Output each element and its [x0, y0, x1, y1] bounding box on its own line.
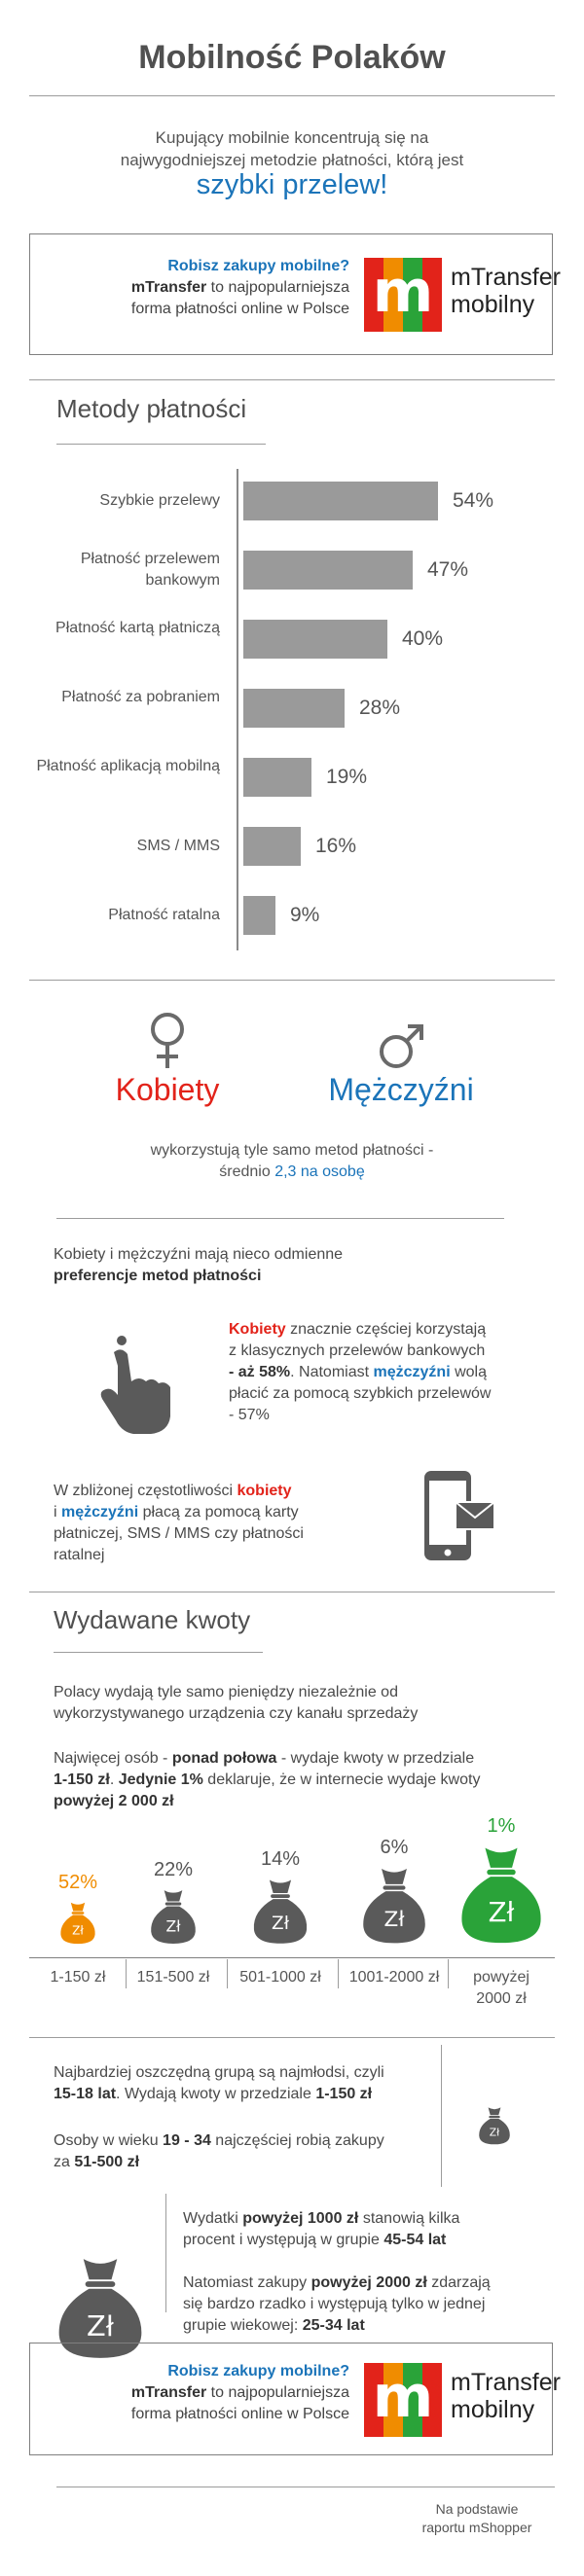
- bag-separator: [338, 1959, 339, 1988]
- text-line: ratalnej: [54, 1547, 105, 1563]
- bar-label: Płatność ratalna: [108, 907, 220, 923]
- bag-category-line: 1001-2000 zł: [348, 1969, 440, 1986]
- bar-label: Płatność kartą płatniczą: [55, 620, 220, 636]
- intro-line: najwygodniejszej metodzie płatności, którą jest: [120, 151, 464, 169]
- men-highlight: mężczyźni: [61, 1504, 139, 1521]
- section-title-amounts: Wydawane kwoty: [54, 1605, 251, 1634]
- promo-box[interactable]: [29, 233, 561, 355]
- text-span: procent i występują w grupie: [183, 2232, 384, 2248]
- bold-span: powyżej 1000 zł: [242, 2210, 359, 2227]
- bar-label: Płatność za pobraniem: [61, 689, 220, 705]
- svg-text:Zł: Zł: [488, 1896, 515, 1929]
- promo-box-bottom[interactable]: [29, 2343, 561, 2455]
- bag-percent-label: 1%: [487, 1815, 516, 1837]
- bold-span: 45-54 lat: [383, 2232, 447, 2248]
- divider: [29, 95, 555, 96]
- text-span: Wydatki: [183, 2210, 243, 2227]
- bar-value-label: 54%: [453, 489, 494, 512]
- bar-label: SMS / MMS: [136, 838, 220, 854]
- bag-category-label: [448, 1967, 555, 2010]
- bar-label: Płatność przelewem bankowym: [80, 551, 220, 589]
- divider: [29, 2037, 555, 2038]
- women-label: Kobiety: [115, 1072, 220, 1107]
- text-span: deklaruje, że w internecie wydaje kwoty: [202, 1771, 481, 1788]
- hand-tap-icon: [92, 1331, 180, 1438]
- promo-line: [30, 279, 349, 297]
- bag-category-line: 151-500 zł: [136, 1969, 210, 1986]
- age-text-2: [54, 2130, 384, 2173]
- bags-baseline: [29, 1957, 555, 1958]
- brand-name: mTransfer: [451, 2369, 561, 2396]
- svg-text:Zł: Zł: [72, 1923, 84, 1938]
- text-line: wykorzystywanego urządzenia czy kanału sprzedaży: [54, 1705, 419, 1722]
- gender-line: wykorzystują tyle samo metod płatności -: [150, 1142, 434, 1159]
- vertical-divider: [165, 2194, 166, 2312]
- age-text-3: [183, 2208, 459, 2251]
- bar-value-label: 40%: [402, 627, 444, 650]
- bar-label: Szybkie przelewy: [99, 492, 220, 509]
- logo-letter: m: [372, 2363, 434, 2431]
- gender-text: [97, 1140, 487, 1183]
- bold-span: 51-500 zł: [74, 2154, 140, 2170]
- text-span: W zbliżonej częstotliwości: [54, 1483, 237, 1499]
- gender-line-pre: średnio: [219, 1163, 275, 1180]
- bag-category-line: 1-150 zł: [50, 1969, 106, 1986]
- bar: [243, 758, 311, 797]
- men-stat: - 57%: [229, 1407, 270, 1423]
- chart-axis: [237, 469, 238, 950]
- money-bag-icon: [148, 1888, 199, 1945]
- mtransfer-logo-icon: [364, 2363, 442, 2437]
- money-bag-icon: [58, 1901, 97, 1945]
- bar: [243, 551, 413, 590]
- text-span: stanowią kilka: [358, 2210, 460, 2227]
- bold-line: powyżej 2 000 zł: [54, 1793, 174, 1809]
- svg-text:Zł: Zł: [489, 2126, 500, 2139]
- bag-percent-label: 52%: [57, 1872, 98, 1893]
- bold-span: ponad połowa: [171, 1750, 277, 1767]
- text-line: płatniczej, SMS / MMS czy płatności: [54, 1525, 304, 1542]
- phone-envelope-icon: [420, 1467, 498, 1564]
- bold-span: 19 - 34: [163, 2132, 211, 2149]
- bold-span: powyżej 2000 zł: [310, 2274, 427, 2291]
- bag-category-line: 501-1000 zł: [239, 1969, 321, 1986]
- amounts-text-2: [54, 1748, 480, 1812]
- intro-line: Kupujący mobilnie koncentrują się na: [155, 128, 429, 147]
- bag-category-label: [227, 1967, 334, 1988]
- female-symbol-icon: [148, 1012, 187, 1072]
- male-symbol-icon: [378, 1021, 426, 1070]
- bar-value-label: 9%: [290, 904, 320, 926]
- mtransfer-logo-icon: [364, 258, 442, 332]
- divider: [29, 379, 555, 380]
- svg-text:Zł: Zł: [87, 2308, 114, 2343]
- text-line: z klasycznych przelewów bankowych: [229, 1342, 486, 1359]
- bar-value-label: 19%: [326, 766, 368, 788]
- bag-percent-label: 14%: [260, 1848, 301, 1870]
- footer-source: [409, 2500, 545, 2537]
- divider: [29, 980, 555, 981]
- brand-name: mTransfer: [451, 264, 561, 291]
- bar: [243, 896, 275, 935]
- text-span: płacą za pomocą karty: [138, 1504, 299, 1521]
- preferences-text-2: [54, 1481, 304, 1566]
- brand-subname: mobilny: [451, 2396, 535, 2423]
- intro-text: [88, 126, 496, 171]
- bold-span: 1-150 zł: [54, 1771, 110, 1788]
- amounts-text-1: [54, 1682, 418, 1725]
- text-span: - wydaje kwoty w przedziale: [276, 1750, 475, 1767]
- gender-average: 2,3 na osobę: [274, 1163, 365, 1180]
- text-span: znacznie częściej korzystają: [285, 1321, 487, 1338]
- text-span: Osoby w wieku: [54, 2132, 164, 2149]
- vertical-divider: [441, 2045, 442, 2187]
- promo-line: forma płatności online w Polsce: [130, 2406, 349, 2422]
- bag-category-label: [120, 1967, 227, 1988]
- page-title: Mobilność Polaków: [138, 39, 446, 76]
- bar-value-label: 47%: [427, 558, 469, 581]
- bag-category-label: [24, 1967, 131, 1988]
- text-span: wolą: [450, 1364, 487, 1380]
- section-title-methods: Metody płatności: [56, 394, 247, 423]
- logo-letter: m: [372, 258, 434, 326]
- svg-text:Zł: Zł: [165, 1917, 181, 1936]
- promo-line-rest: to najpopularniejsza: [206, 2384, 349, 2401]
- bar: [243, 620, 387, 659]
- promo-question: Robisz zakupy mobilne?: [167, 258, 349, 274]
- bar: [243, 827, 301, 866]
- money-bag-icon: [250, 1878, 310, 1945]
- intro-highlight: szybki przelew!: [196, 169, 388, 200]
- pref-intro-line: Kobiety i mężczyźni mają nieco odmienne: [54, 1246, 344, 1263]
- svg-text:Zł: Zł: [272, 1913, 289, 1934]
- text-span: . Wydają kwoty w przedziale: [116, 2086, 316, 2102]
- money-bag-small-icon: [477, 2106, 512, 2150]
- text-span: .: [109, 1771, 119, 1788]
- text-span: Najwięcej osób -: [54, 1750, 172, 1767]
- divider: [56, 1218, 504, 1219]
- brand-subname: mobilny: [451, 291, 535, 318]
- text-line: Polacy wydają tyle samo pieniędzy niezależnie od: [54, 1684, 398, 1700]
- women-stat: - aż 58%: [229, 1364, 291, 1380]
- text-span: najczęściej robią zakupy: [210, 2132, 384, 2149]
- pref-intro-bold: preferencje metod płatności: [54, 1268, 262, 1284]
- promo-line: [30, 2384, 349, 2402]
- text-span: i: [54, 1504, 61, 1521]
- text-span: . Natomiast: [290, 1364, 374, 1380]
- bar-value-label: 16%: [315, 835, 357, 857]
- bold-span: Jedynie 1%: [118, 1771, 203, 1788]
- bold-span: 15-18 lat: [54, 2086, 117, 2102]
- promo-line-rest: to najpopularniejsza: [206, 279, 349, 296]
- text-line: płacić za pomocą szybkich przelewów: [229, 1385, 492, 1402]
- preferences-text-1: [229, 1319, 491, 1426]
- text-span: Natomiast zakupy: [183, 2274, 311, 2291]
- women-highlight: kobiety: [237, 1483, 292, 1499]
- text-span: zdarzają: [426, 2274, 491, 2291]
- promo-brand-inline: mTransfer: [130, 279, 207, 296]
- men-label: Mężczyźni: [328, 1072, 474, 1107]
- section-underline: [56, 444, 266, 445]
- bag-category-line: powyżej: [473, 1969, 529, 1986]
- promo-line: forma płatności online w Polsce: [130, 301, 349, 317]
- section-underline: [54, 1652, 263, 1653]
- text-span: za: [54, 2154, 75, 2170]
- money-bag-icon: [359, 1866, 429, 1945]
- text-line: Najbardziej oszczędną grupą są najmłodsi, czyli: [54, 2064, 384, 2081]
- bag-percent-label: 22%: [153, 1859, 194, 1880]
- age-text-4: [183, 2272, 491, 2337]
- bag-category-label: [341, 1967, 448, 1988]
- men-highlight: mężczyźni: [373, 1364, 451, 1380]
- money-bag-icon: [456, 1844, 546, 1945]
- footer-line: raportu mShopper: [421, 2520, 532, 2535]
- bag-percent-label: 6%: [380, 1837, 409, 1858]
- preferences-intro: [54, 1244, 343, 1287]
- bar: [243, 482, 438, 520]
- bold-span: 25-34 lat: [302, 2317, 365, 2334]
- promo-question: Robisz zakupy mobilne?: [167, 2363, 349, 2379]
- bar-value-label: 28%: [359, 697, 401, 719]
- age-text-1: [54, 2062, 384, 2105]
- bag-category-line: 2000 zł: [476, 1990, 527, 2007]
- footer-line: Na podstawie: [435, 2501, 519, 2517]
- women-highlight: Kobiety: [229, 1321, 286, 1338]
- bar: [243, 689, 345, 728]
- svg-text:Zł: Zł: [383, 1908, 405, 1933]
- bold-span: 1-150 zł: [315, 2086, 373, 2102]
- text-span: grupie wiekowej:: [183, 2317, 303, 2334]
- bar-label: Płatność aplikacją mobilną: [36, 758, 220, 774]
- text-line: się bardzo rzadko i występują tylko w jednej: [183, 2296, 486, 2312]
- promo-brand-inline: mTransfer: [130, 2384, 207, 2401]
